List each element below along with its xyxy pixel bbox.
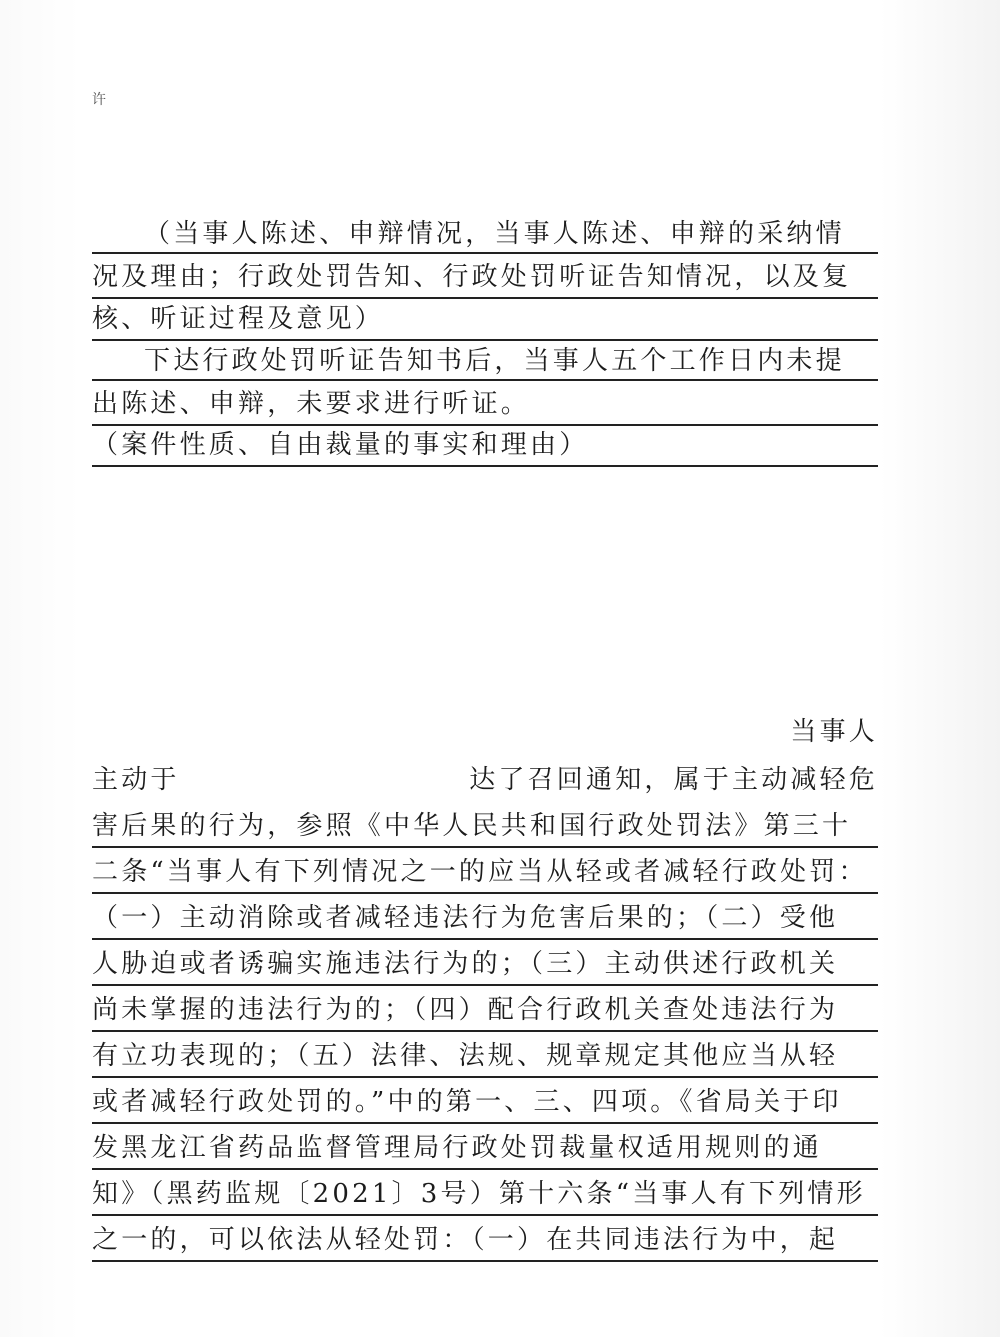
recall-line — [92, 762, 878, 800]
redacted-line — [92, 520, 878, 558]
redacted-line — [92, 470, 878, 508]
party-fragment: 当事人 — [790, 717, 878, 747]
party-line — [92, 714, 878, 752]
body-line: 发黑龙江省药品监督管理局行政处罚裁量权适用规则的通 — [92, 1130, 878, 1170]
redacted-line — [92, 32, 878, 70]
body-line: 之一的，可以依法从轻处罚：（一）在共同违法行为中，起 — [92, 1222, 878, 1262]
redacted-line — [92, 122, 878, 160]
redacted-line: 许 — [92, 78, 878, 116]
body-line: 害后果的行为，参照《中华人民共和国行政处罚法》第三十 — [92, 808, 878, 848]
discretion-heading: （案件性质、自由裁量的事实和理由） — [92, 427, 878, 467]
body-line: 或者减轻行政处罚的。”中的第一、三、四项。《省局关于印 — [92, 1084, 878, 1124]
body-line: 有立功表现的；（五）法律、法规、规章规定其他应当从轻 — [92, 1038, 878, 1078]
redacted-line — [92, 666, 878, 704]
body-line: 人胁迫或者诱骗实施违法行为的；（三）主动供述行政机关 — [92, 946, 878, 986]
recall-line-left: 主动于 — [92, 762, 222, 800]
hearing-body-line-1: 下达行政处罚听证告知书后，当事人五个工作日内未提 — [92, 343, 878, 381]
body-line: 知》（黑药监规〔2021〕3号）第十六条“当事人有下列情形 — [92, 1176, 878, 1216]
body-line: （一）主动消除或者减轻违法行为危害后果的；（二）受他 — [92, 900, 878, 940]
body-line: 尚未掌握的违法行为的；（四）配合行政机关查处违法行为 — [92, 992, 878, 1032]
hearing-heading-line-2: 况及理由；行政处罚告知、行政处罚听证告知情况，以及复 — [92, 259, 878, 299]
redacted-line — [92, 570, 878, 608]
redacted-line — [92, 170, 878, 208]
hearing-heading-line-1: （当事人陈述、申辩情况，当事人陈述、申辩的采纳情 — [92, 216, 878, 254]
recall-line-right: 达了召回通知，属于主动减轻危 — [432, 762, 878, 800]
body-line: 二条“当事人有下列情况之一的应当从轻或者减轻行政处罚： — [92, 854, 878, 894]
hearing-heading-line-3: 核、听证过程及意见） — [92, 301, 878, 341]
redacted-line — [92, 620, 878, 658]
hearing-body-line-2: 出陈述、申辩，未要求进行听证。 — [92, 386, 878, 426]
